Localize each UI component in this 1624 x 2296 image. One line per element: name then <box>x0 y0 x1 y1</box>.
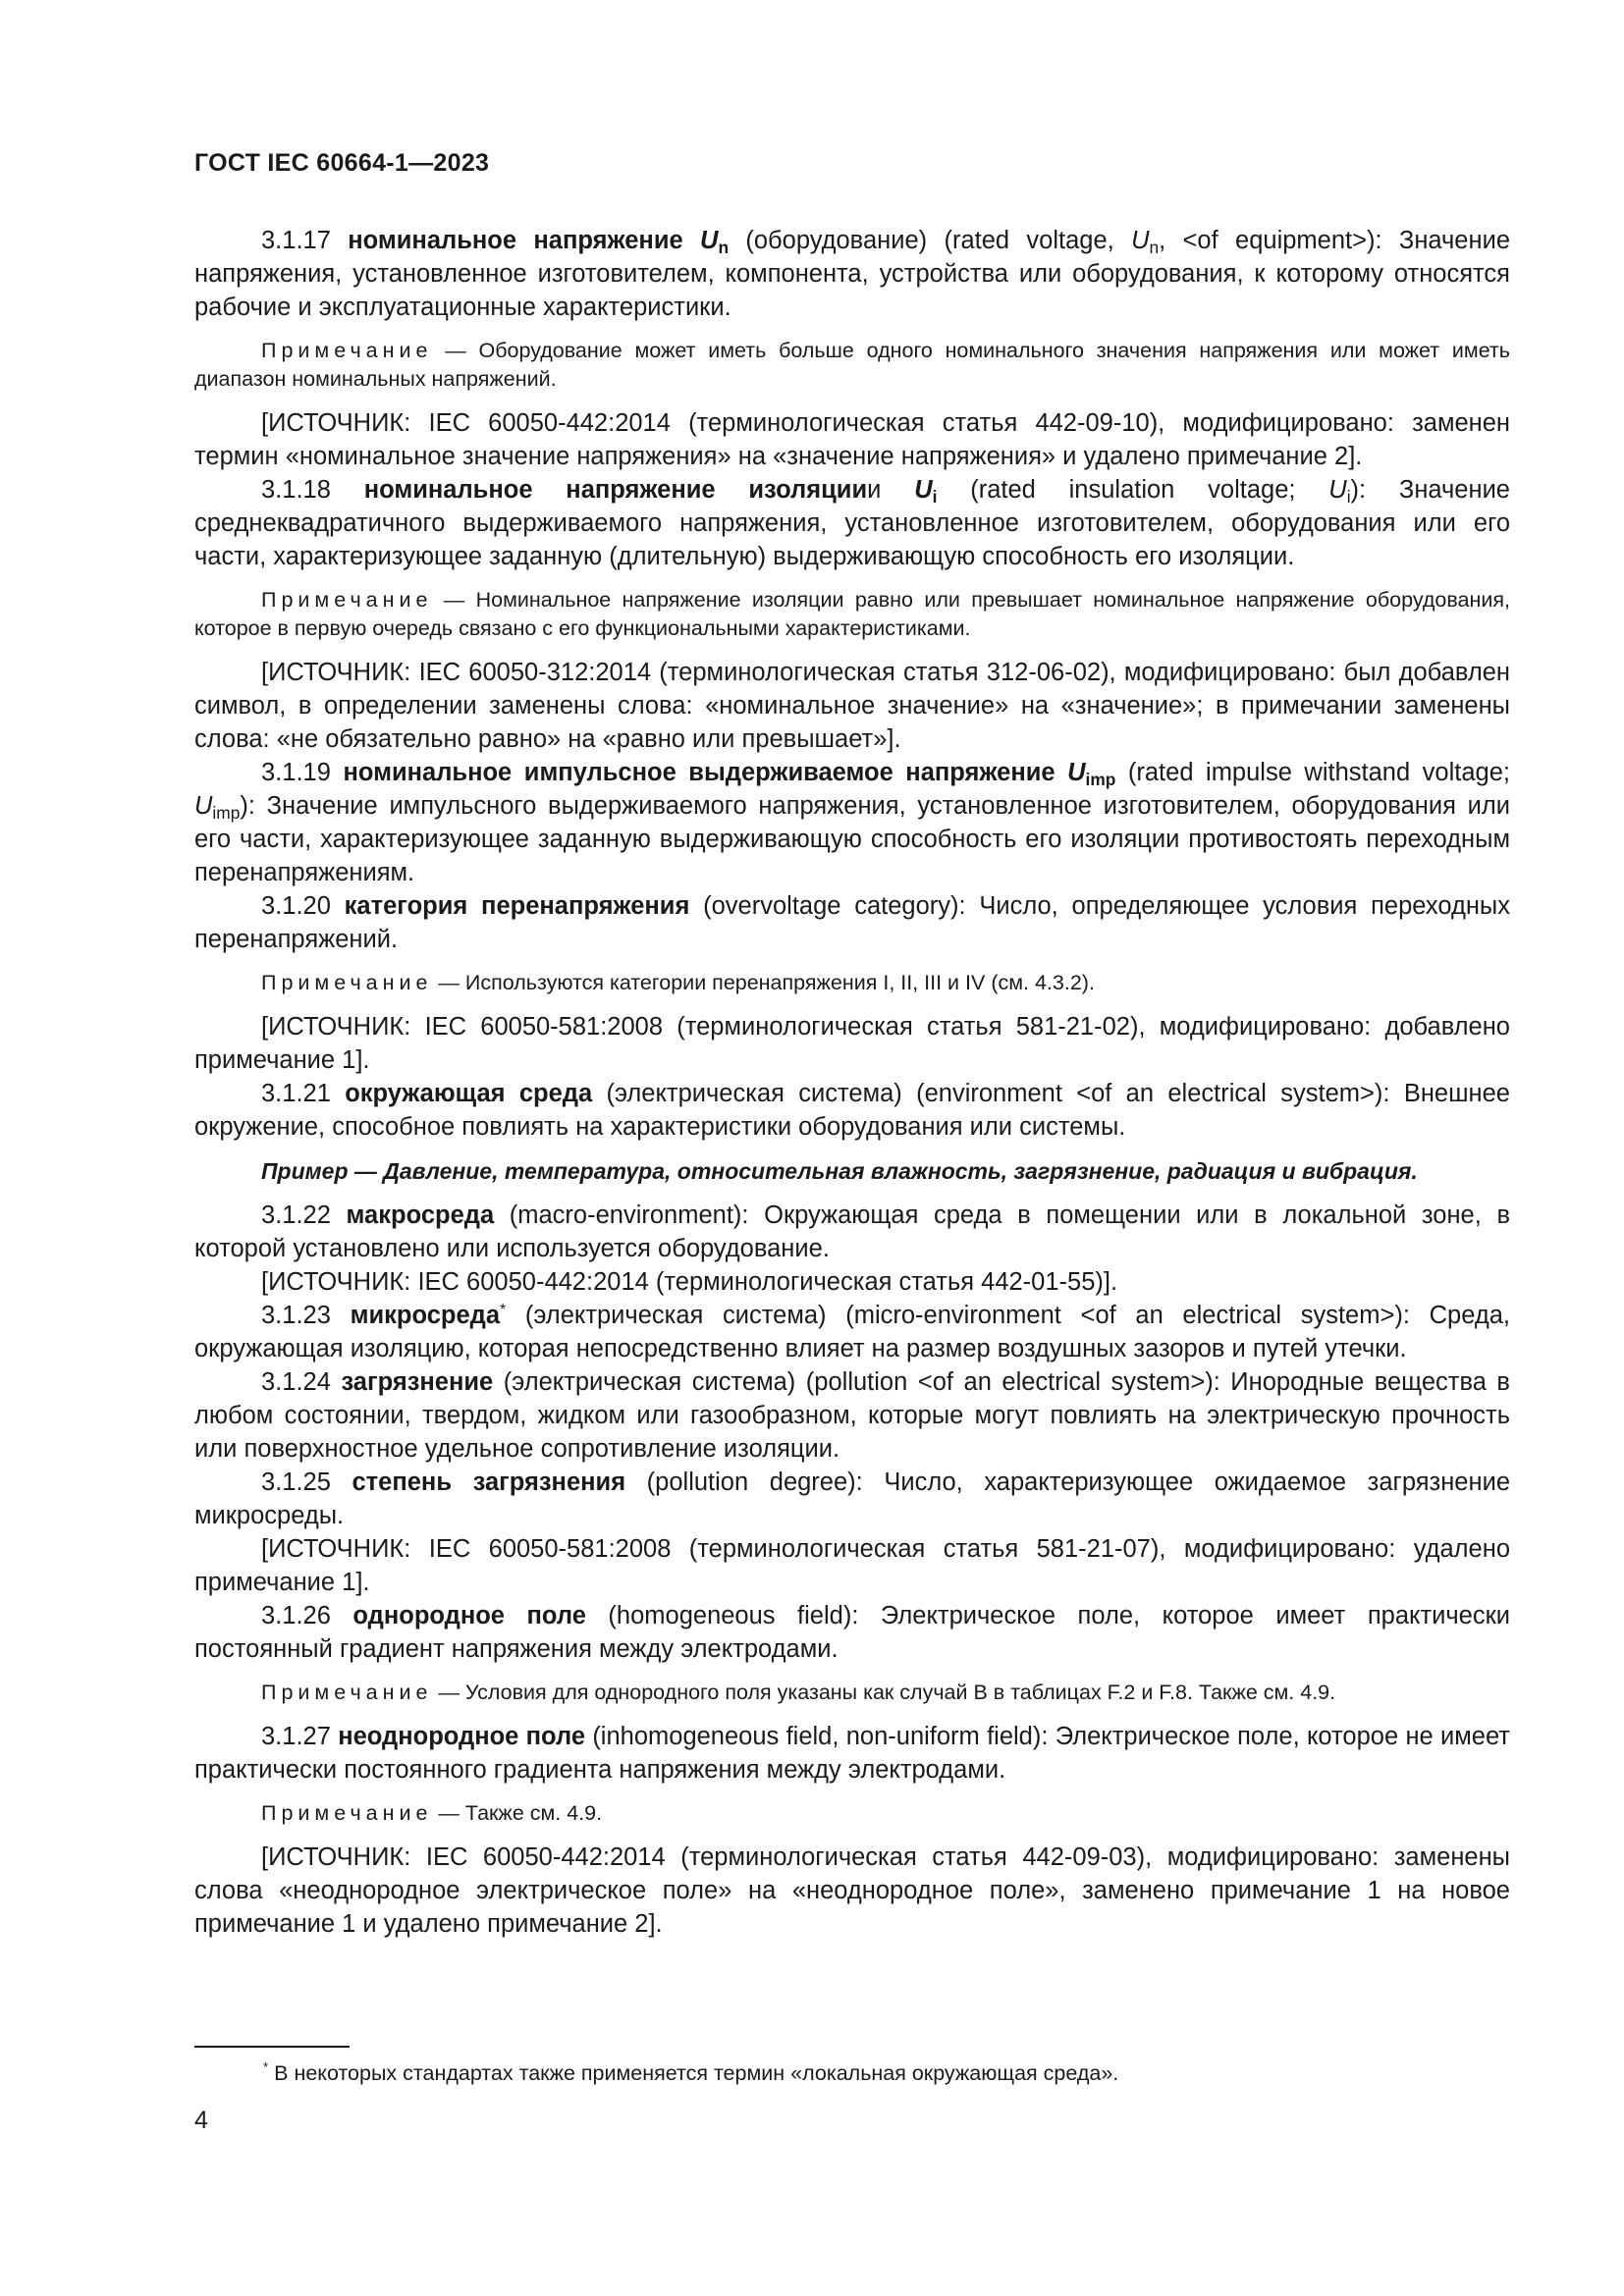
note-3-1-18: Примечание — Номинальное напряжение изоляции равно или превышает номинальное напряжение оборудования, которое в первую очередь связано с его функциональными характеристиками. <box>194 588 1510 640</box>
term-3-1-26: 3.1.26 однородное поле (homogeneous field): Электрическое поле, которое имеет практически постоянный градиент напряжения между электродами. <box>194 1602 1510 1663</box>
page-number: 4 <box>194 2107 208 2134</box>
source-3-1-17: [ИСТОЧНИК: IEC 60050-442:2014 (терминологическая статья 442-09-10), модифицировано: заменен термин «номинальное значение напряжения» на «значение напряжения» и удалено примечание 2]. <box>194 409 1510 470</box>
source-3-1-22: [ИСТОЧНИК: IEC 60050-442:2014 (терминологическая статья 442-01-55)]. <box>261 1268 1118 1296</box>
term-3-1-19: 3.1.19 номинальное импульсное выдерживаемое напряжение $U_{imp}$ (rated impulse withstand voltage; $U_{imp}$): Значение импульсного выдерживаемого напряжения, установленное изготовителем, оборудования или его части, характеризующее заданную выдерживающую способность его изоляции противостоять переходным перенапряжениям. <box>194 759 1510 886</box>
term-title: номинальное импульсное выдерживаемое напряжение <box>343 759 1068 786</box>
term-3-1-25: 3.1.25 степень загрязнения (pollution degree): Число, характеризующее ожидаемое загрязнение микросреды. <box>194 1468 1510 1529</box>
term-3-1-18: 3.1.18 номинальное напряжение изоляциии $U_i$ (rated insulation voltage; $U_i$): Значение среднеквадратичного выдерживаемого напряжения, установленное изготовителем, оборудования или его части, характеризующее заданную (длительную) выдерживающую способность его изоляции. <box>194 476 1510 570</box>
document-header: ГОСТ IEC 60664-1—2023 <box>194 149 490 177</box>
term-3-1-20: 3.1.20 категория перенапряжения (overvoltage category): Число, определяющее условия переходных перенапряжений. <box>194 892 1510 953</box>
footnote: * В некоторых стандартах также применяется термин «локальная окружающая среда». <box>263 2059 1119 2085</box>
footnote-mark: * <box>263 2059 269 2074</box>
source-3-1-25: [ИСТОЧНИК: IEC 60050-581:2008 (терминологическая статья 581-21-07), модифицировано: удалено примечание 1]. <box>194 1535 1510 1596</box>
term-title: загрязнение <box>341 1368 494 1396</box>
note-3-1-27: Примечание — Также см. 4.9. <box>261 1801 603 1825</box>
footnote-marker: * <box>500 1302 507 1318</box>
term-title: номинальное напряжение изоляции <box>363 476 868 504</box>
term-title: неоднородное поле <box>338 1723 586 1750</box>
footnote-divider <box>194 2046 350 2048</box>
example-3-1-21: Пример — Давление, температура, относительная влажность, загрязнение, радиация и вибрация. <box>261 1158 1418 1184</box>
term-3-1-17: 3.1.17 номинальное напряжение $U_n$ (оборудование) (rated voltage, $U_n$, <of equipment>): Значение напряжения, установленное изготовителем, компонента, устройства или оборудования, к которому относятся рабочие и эксплуатационные характеристики. <box>194 227 1510 321</box>
term-title: однородное поле <box>352 1602 586 1629</box>
source-3-1-20: [ИСТОЧНИК: IEC 60050-581:2008 (терминологическая статья 581-21-02), модифицировано: добавлено примечание 1]. <box>194 1013 1510 1074</box>
term-3-1-22: 3.1.22 макросреда (macro-environment): Окружающая среда в помещении или в локальной зоне, в которой установлено или используется оборудование. <box>194 1201 1510 1262</box>
source-3-1-18: [ИСТОЧНИК: IEC 60050-312:2014 (терминологическая статья 312-06-02), модифицировано: был добавлен символ, в определении заменены слова: «номинальное значение» на «значение»; в примечании заменены слова: «не обязательно равно» на «равно или превышает»]. <box>194 659 1510 753</box>
term-title: макросреда <box>346 1201 495 1229</box>
term-title: степень загрязнения <box>352 1468 626 1496</box>
document-body <box>194 224 1510 1941</box>
term-3-1-24: 3.1.24 загрязнение (электрическая система) (pollution <of an electrical system>): Инородные вещества в любом состоянии, твердом, жидком или газообразном, которые могут повлиять на электрическую прочность или поверхностное удельное сопротивление изоляции. <box>194 1368 1510 1463</box>
term-title: категория перенапряжения <box>344 892 690 920</box>
term-title: микросреда <box>350 1302 501 1329</box>
term-3-1-27: 3.1.27 неоднородное поле (inhomogeneous field, non-uniform field): Электрическое поле, которое не имеет практически постоянного градиента напряжения между электродами. <box>194 1723 1510 1784</box>
term-title: окружающая среда <box>345 1080 593 1107</box>
note-3-1-17: Примечание — Оборудование может иметь больше одного номинального значения напряжения или может иметь диапазон номинальных напряжений. <box>194 339 1510 391</box>
term-title: номинальное напряжение <box>348 227 701 254</box>
note-3-1-26: Примечание — Условия для однородного поля указаны как случай B в таблицах F.2 и F.8. Также см. 4.9. <box>261 1681 1336 1704</box>
term-3-1-23: 3.1.23 микросреда* (электрическая система) (micro-environment <of an electrical system>): Среда, окружающая изоляцию, которая непосредственно влияет на размер воздушных зазоров и путей утечки. <box>194 1302 1510 1362</box>
note-3-1-20: Примечание — Используются категории перенапряжения I, II, III и IV (см. 4.3.2). <box>261 971 1095 994</box>
source-3-1-27: [ИСТОЧНИК: IEC 60050-442:2014 (терминологическая статья 442-09-03), модифицировано: заменены слова «неоднородное электрическое поле» на «неоднородное поле», заменено примечание 1 на новое примечание 1 и удалено примечание 2]. <box>194 1843 1510 1938</box>
term-3-1-21: 3.1.21 окружающая среда (электрическая система) (environment <of an electrical system>): Внешнее окружение, способное повлиять на характеристики оборудования или системы. <box>194 1080 1510 1141</box>
